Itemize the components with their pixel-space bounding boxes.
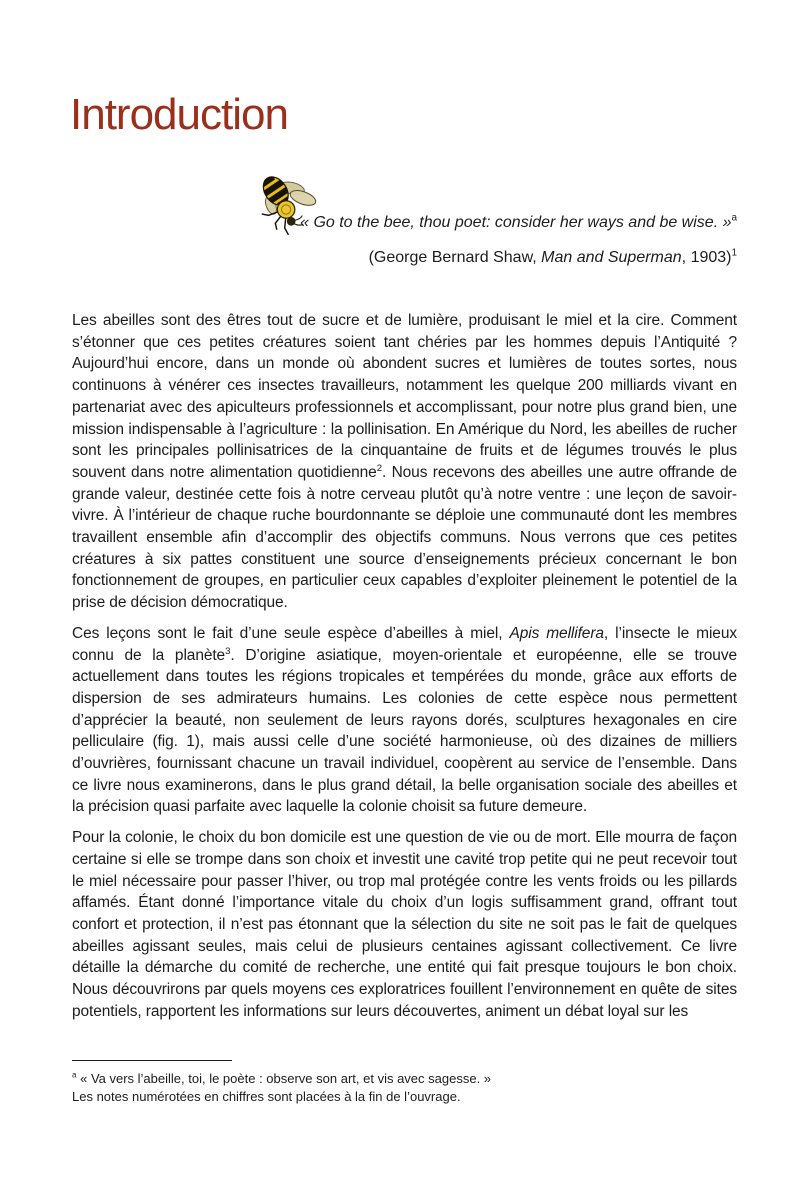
footnote-line-2: Les notes numérotées en chiffres sont placées à la fin de l’ouvrage. [72, 1088, 461, 1104]
paragraph-2-text-cont2: . D’origine asiatique, moyen-orientale et européenne, elle se trouve actuellement dans toutes les régions tropicales et tempérées du monde, grâce aux efforts de dispersion de ses admirateurs humains. Les colonies de cette espèce nous permettent d’apprécier la beauté, non seulement de leurs rayons dorés, sculptures hexagonales en cire pelliculaire (fig. 1), mais aussi celle d’une société harmonieuse, où des dizaines de milliers d’ouvrières, fournissant chacune un travail individuel, coopèrent au service de l’ensemble. Dans ce livre nous examinerons, dans le plus grand détail, la belle organisation sociale des abeilles et la précision quasi parfaite avec laquelle la colonie choisit sa future demeure. [72, 646, 737, 816]
epigraph-quote-text: « Go to the bee, thou poet: consider her ways and be wise. » [300, 214, 732, 231]
footnote-line-1-text: « Va vers l’abeille, toi, le poète : observe son art, et vis avec sagesse. » [76, 1071, 492, 1086]
epigraph-quote-note-marker: a [731, 212, 737, 224]
epigraph-attribution [217, 248, 737, 268]
paragraph-3-text: Pour la colonie, le choix du bon domicile est une question de vie ou de mort. Elle mourra de façon certaine si elle se trompe dans son choix et investit une cavité trop petite qui ne peut recevoir tout le miel nécessaire pour passer l’hiver, ou trop mal protégée contre les vents froids ou les pillards affamés. Étant donné l’importance vitale du choix d’un logis suffisamment grand, offrant tout confort et protection, il n’est pas étonnant que la sélection du site ne soit pas le fait de quelques abeilles agissant seules, mais celui de plusieurs centaines agissant collectivement. Ce livre détaille la démarche du comité de recherche, une entité qui fait presque toujours le bon choix. Nous découvrirons par quels moyens ces exploratrices fouillent l’environnement en quête de sites potentiels, rapportent les informations sur leurs découvertes, animent un débat loyal sur les [72, 829, 737, 1020]
body-text [72, 310, 737, 1032]
attribution-prefix: (George Bernard Shaw, [368, 249, 542, 266]
paragraph-1-text-cont: . Nous recevons des abeilles une autre offrande de grande valeur, destinée cette fois à notre cerveau plutôt qu’à notre ventre : une leçon de savoir-vivre. À l’intérieur de chaque ruche bourdonnante se déploie une communauté dont les membres travaillent ensemble afin d’accomplir des objectifs communs. Nous verrons que ces petites créatures à six pattes constituent une source d’enseignements précieux concernant le bon fonctionnement de groupes, en particulier ceux capables d’exploiter pleinement le potentiel de la prise de décision démocratique. [72, 463, 737, 612]
epigraph [217, 213, 737, 268]
chapter-title: Introduction [70, 90, 288, 139]
attribution-suffix: , 1903) [681, 249, 732, 266]
paragraph-1 [72, 310, 737, 614]
note-marker-3: 3 [225, 645, 231, 657]
paragraph-2 [72, 623, 737, 818]
attribution-work-title: Man and Superman [541, 249, 682, 266]
footnote-line-1 [72, 1070, 737, 1088]
footnote-marker-a: a [72, 1070, 77, 1080]
paragraph-3 [72, 827, 737, 1022]
paragraph-2-text-cont: , l’insecte le mieux connu de la planète [72, 624, 737, 664]
species-name: Apis mellifera [509, 624, 604, 642]
epigraph-quote [217, 213, 737, 233]
footnote [72, 1060, 737, 1105]
paragraph-1-text: Les abeilles sont des êtres tout de sucre et de lumière, produisant le miel et la cire. Comment s’étonner que ces petites créatures soient tant chéries par les hommes depuis l’Antiquité ? Aujourd’hui encore, dans un monde où abondent sucres et lumières de toutes sortes, nous continuons à vénérer ces insectes travailleurs, notamment les quelque 200 milliards vivant en partenariat avec des apiculteurs professionnels et accomplissant, pour notre plus grand bien, une mission indispensable à l’agriculture : la pollinisation. En Amérique du Nord, les abeilles de rucher sont les principales pollinisatrices de la cinquantaine de fruits et de légumes trouvés le plus souvent dans notre alimentation quotidienne [72, 312, 737, 481]
attribution-note-marker: 1 [731, 247, 737, 259]
paragraph-2-text: Ces leçons sont le fait d’une seule espèce d’abeilles à miel, [72, 624, 510, 642]
footnote-rule [72, 1060, 232, 1061]
note-marker-2: 2 [376, 462, 382, 474]
